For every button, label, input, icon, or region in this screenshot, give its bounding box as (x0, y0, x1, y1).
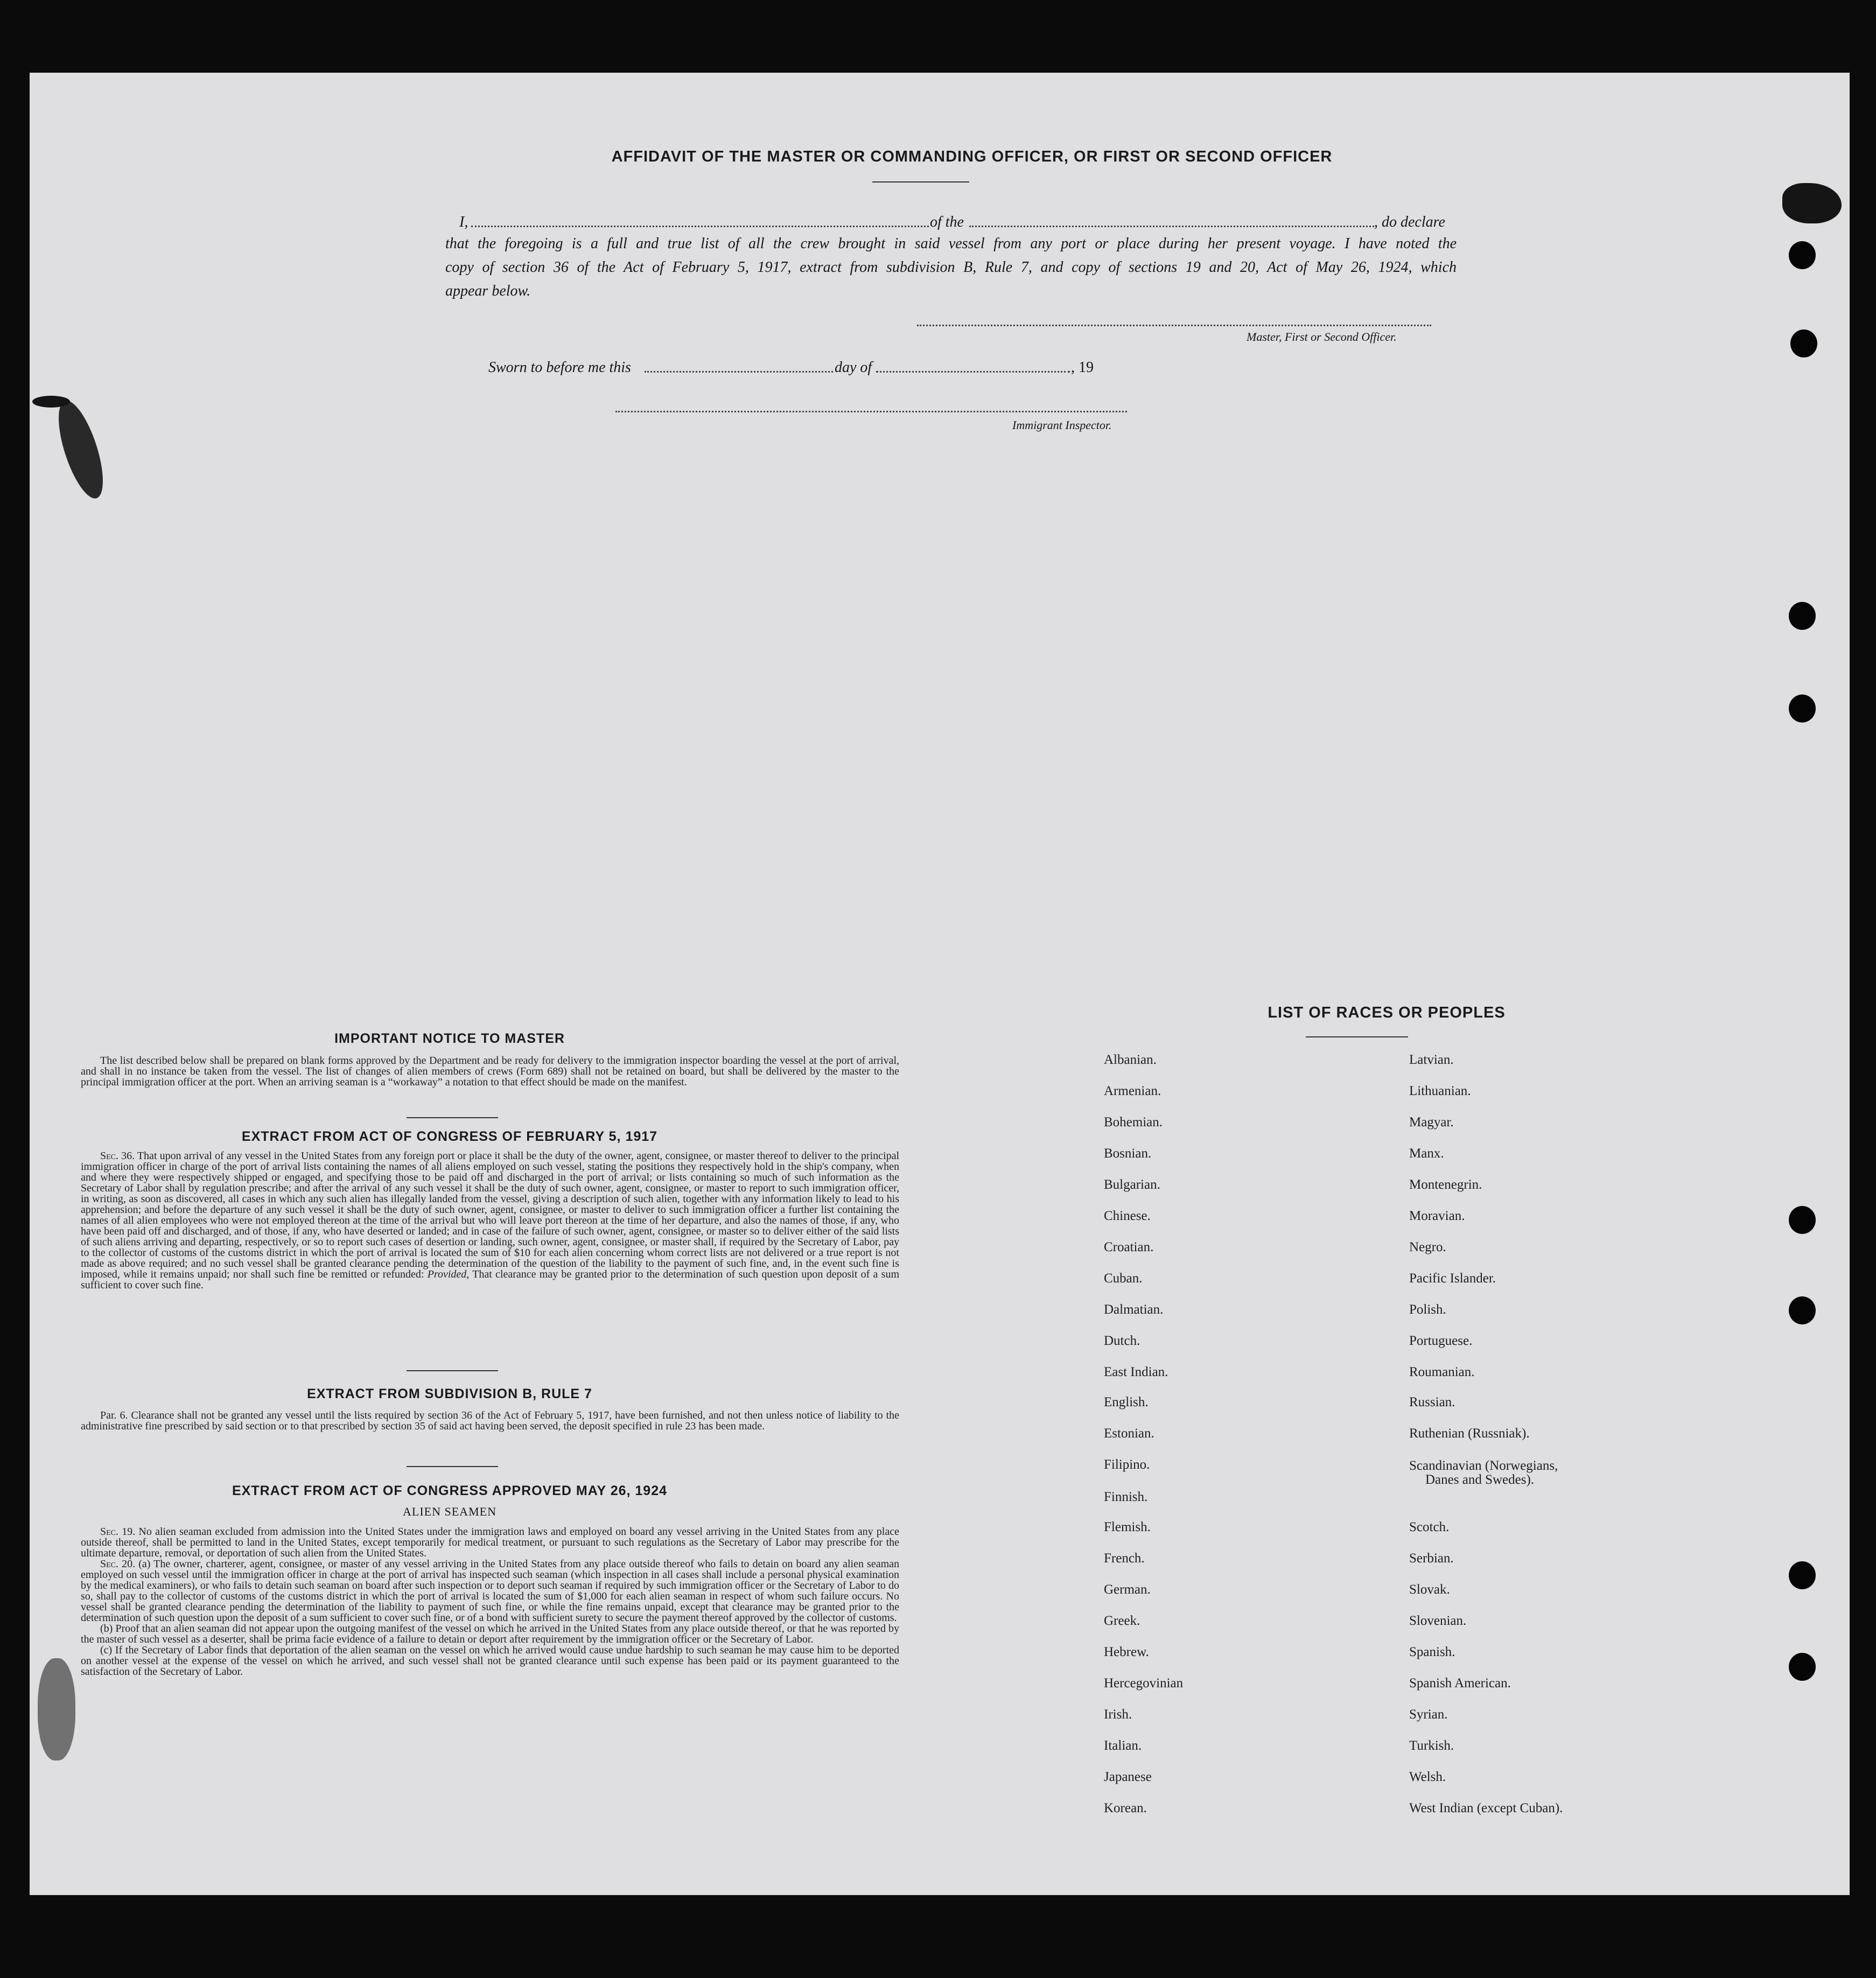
race-item: Bohemian. (1104, 1115, 1163, 1130)
race-item: Bulgarian. (1104, 1177, 1160, 1192)
notice-text: The list described below shall be prepared on blank forms approved by the Department and be ready for delivery to the immigration inspector boarding the vessel at the port of arrival, and shall in no instance be taken from the vessel. The list of changes of alien members of crews (Form 689) shall not be retained on board, but shall be delivered by the master to the principal immigration officer at the port. When an arriving seaman is a “workaway” a notation to that effect should be made on the manifest. (81, 1055, 899, 1088)
race-item: Slovenian. (1409, 1614, 1467, 1628)
race-item: Latvian. (1409, 1053, 1454, 1067)
master-signature-line[interactable] (917, 320, 1431, 326)
declarant-prefix: I, (459, 214, 468, 230)
declare-label: , do declare (1374, 214, 1445, 230)
race-item: Hebrew. (1104, 1645, 1149, 1659)
inspector-label: Immigrant Inspector. (1012, 418, 1112, 432)
race-item: Scandinavian (Norwegians, (1409, 1458, 1558, 1473)
day-of-label: day of (835, 359, 872, 376)
sec-19-text: No alien seaman excluded from admission into the United States under the immigration laws and employed on board any vessel arriving in the United States from any place outside thereof, shall be permitted to land in the United States, except temporarily for medical treatment, or pursuant to such regulations as the Secretary of Labor may prescribe for the ultimate departure, removal, or deportation of such alien from the United States. (81, 1526, 899, 1559)
of-the-label: of the (930, 214, 964, 230)
race-item: Spanish. (1409, 1645, 1455, 1659)
race-item: Lithuanian. (1409, 1084, 1471, 1098)
ink-smudge (32, 396, 70, 408)
section-rule-1 (407, 1117, 498, 1118)
extract-1924-title: EXTRACT FROM ACT OF CONGRESS APPROVED MAY 26, 1924 (232, 1483, 668, 1498)
section-rule-3 (407, 1466, 498, 1467)
race-item: Scotch. (1409, 1520, 1450, 1534)
race-item: Cuban. (1104, 1271, 1143, 1286)
race-item: Portuguese. (1409, 1334, 1473, 1348)
race-item: German. (1104, 1582, 1151, 1597)
sec-20b-text: (b) Proof that an alien seaman did not appear upon the outgoing manifest of the vessel on which he arrived in the United States from any place outside thereof, or that he was reported by the master of such vessel as a deserter, shall be prima facie evidence of a failure to detain or deport after requirement by the immigration officer or the Secretary of Labor. (81, 1623, 899, 1645)
race-item: Polish. (1409, 1302, 1446, 1317)
binder-hole (1789, 241, 1816, 269)
alien-seamen-subtitle: ALIEN SEAMEN (403, 1505, 496, 1518)
master-label: Master, First or Second Officer. (1247, 330, 1397, 343)
race-item: Estonian. (1104, 1426, 1154, 1441)
race-item: Magyar. (1409, 1115, 1454, 1130)
race-item: Ruthenian (Russniak). (1409, 1426, 1530, 1441)
provided-word: Provided, (427, 1268, 470, 1280)
race-item: Dutch. (1104, 1334, 1140, 1348)
extract-rule7-title: EXTRACT FROM SUBDIVISION B, RULE 7 (307, 1386, 592, 1401)
race-item: Pacific Islander. (1409, 1271, 1496, 1286)
race-item: East Indian. (1104, 1365, 1168, 1379)
race-item: Serbian. (1409, 1551, 1454, 1566)
race-item: Roumanian. (1409, 1365, 1475, 1379)
title-rule (872, 181, 969, 183)
race-item: Negro. (1409, 1240, 1446, 1254)
race-item: Greek. (1104, 1614, 1140, 1628)
race-item: Filipino. (1104, 1457, 1150, 1472)
race-item: English. (1104, 1395, 1149, 1409)
race-item: Hercegovinian (1104, 1676, 1184, 1691)
section-rule-2 (407, 1370, 498, 1371)
race-item: Bosnian. (1104, 1146, 1152, 1161)
form-page (30, 73, 1850, 1895)
race-item: Irish. (1104, 1707, 1132, 1722)
race-item: Armenian. (1104, 1084, 1161, 1098)
race-item: Croatian. (1104, 1240, 1154, 1254)
binder-hole (1790, 329, 1817, 357)
race-item: Welsh. (1409, 1770, 1446, 1784)
race-item: Syrian. (1409, 1707, 1448, 1722)
binder-hole (1789, 1561, 1816, 1589)
race-item: Slovak. (1409, 1582, 1450, 1597)
affidavit-title: AFFIDAVIT OF THE MASTER OR COMMANDING OFFICER, OR FIRST OR SECOND OFFICER (611, 148, 1333, 165)
notice-title: IMPORTANT NOTICE TO MASTER (334, 1031, 565, 1046)
race-item: Chinese. (1104, 1209, 1151, 1223)
race-item: Finnish. (1104, 1490, 1148, 1504)
race-item: Flemish. (1104, 1520, 1151, 1534)
ink-smudge (38, 1658, 75, 1760)
sec-20-label: Sec. 20. (100, 1558, 136, 1570)
declarant-name-line[interactable] (471, 216, 929, 227)
sec-36-label: Sec. 36. (100, 1150, 135, 1162)
sworn-label: Sworn to before me this (488, 359, 631, 376)
affidavit-line-2: that the foregoing is a full and true list of all the crew brought in said vessel from any port or place during her present voyage. I have noted the (445, 235, 1457, 252)
sec-20c-text: (c) If the Secretary of Labor finds that deportation of the alien seaman on the vessel on which he arrived would cause undue hardship to such seaman he may cause him to be deported on another vessel at the expense of the vessel on which he arrived, and such vessel shall not be granted clearance until such expense has been paid or its payment guaranteed to the satisfaction of the Secretary of Labor. (81, 1644, 899, 1678)
binder-hole (1789, 602, 1816, 630)
sec-20a-text: (a) The owner, charterer, agent, consignee, or master of any vessel arriving in the United States from any place outside thereof who fails to detain on board any alien seaman employed on such vessel until the immigration officer in charge at the port of arrival has inspected such seaman (which inspection in all cases shall include a personal physical examination by the medical examiners), or who fails to detain such seaman on board after such inspection or to deport such seaman if required by such immigration officer or the Secretary of Labor to do so, shall pay to the collector of customs of the customs district in which the port of arrival is located the sum of $1,000 for each alien seaman in respect of whom such failure occurs. No vessel shall be granted clearance pending the determination of the liability to payment of such fine, or while the fine remains unpaid, except that clearance may be granted prior to the determination of such question upon the deposit of a sum sufficient to cover such fine, or of a bond with sufficient surety to secure the payment thereof approved by the collector of customs. (81, 1558, 900, 1624)
race-item: Spanish American. (1409, 1676, 1511, 1691)
race-item: Dalmatian. (1104, 1302, 1164, 1317)
race-item: Russian. (1409, 1395, 1455, 1409)
race-item: West Indian (except Cuban). (1409, 1801, 1563, 1815)
affidavit-line-4: appear below. (445, 283, 531, 299)
extract-rule7-body (81, 1410, 899, 1432)
sec-36-text-end: That clearance may be granted prior to the determination of such question upon deposit of a sum sufficient to cover such fine. (81, 1268, 899, 1291)
inspector-signature-line[interactable] (615, 406, 1127, 412)
races-rule (1306, 1036, 1408, 1037)
race-item: Italian. (1104, 1738, 1142, 1753)
race-item: Danes and Swedes). (1425, 1472, 1535, 1487)
race-item: Montenegrin. (1409, 1177, 1482, 1192)
race-item: French. (1104, 1551, 1145, 1566)
race-item: Moravian. (1409, 1209, 1465, 1223)
race-item: Japanese (1104, 1770, 1152, 1784)
sec-36-text: That upon arrival of any vessel in the United States from any foreign port or place it shall be the duty of the owner, agent, consignee, or master thereof to deliver to the principal immigration officer in charge of the port of arrival lists containing the names of all aliens employed on such vessel, stating the positions they respectively hold in the ship's company, when and where they were respectively shipped or engaged, and specifying those to be paid off and discharged in the port of arrival; or lists containing so much of such information as the Secretary of Labor shall by regulation prescribe; and after the arrival of any such vessel it shall be the duty of such owner, agent, consignee, or master to report to such immigration officer, in writing, as soon as discovered, all cases in which any such alien has illegally landed from the vessel, giving a description of such alien, together with any information likely to lead to his apprehension; and before the departure of any such vessel it shall be the duty of such owner, agent, consignee, or master to deliver to such immigration officer a further list containing the names of all alien employees who were not employed thereon at the time of the arrival but who will leave port thereon at the time of her departure, and also the names of those, if any, who have been paid off and discharged, and of those, if any, who have deserted or landed; and in case of the failure of such owner, agent, consignee, or master so to deliver either of the said lists of such aliens arriving and departing, respectively, or so to report such cases of desertion or landing, such owner, agent, consignee, or master shall, if required by the Secretary of Labor, pay to the collector of customs of the customs district in which the port of arrival is located the sum of $10 for each alien concerning whom correct lists are not delivered or a true report is not made as above required; and no such vessel shall be granted clearance pending the determination of the question of the liability to the payment of such fine, and, in the event such fine is imposed, while it remains unpaid; nor shall such fine be remitted or refunded: (81, 1150, 899, 1280)
races-title: LIST OF RACES OR PEOPLES (1268, 1004, 1506, 1021)
sec-19-label: Sec. 19. (100, 1526, 136, 1538)
race-item: Manx. (1409, 1146, 1444, 1161)
vessel-name-line[interactable] (969, 216, 1374, 227)
extract-1924-body (81, 1526, 899, 1677)
year-label: , 19 (1071, 359, 1094, 376)
race-item: Korean. (1104, 1801, 1147, 1815)
binder-hole (1789, 1296, 1816, 1324)
sworn-month-line[interactable] (876, 361, 1070, 373)
binder-hole (1789, 1653, 1816, 1681)
binder-hole (1789, 1206, 1816, 1234)
race-item: Albanian. (1104, 1053, 1157, 1067)
race-item: Turkish. (1409, 1738, 1454, 1753)
affidavit-line-3: copy of section 36 of the Act of February 5, 1917, extract from subdivision B, Rule 7, and copy of sections 19 and 20, Act of May 26, 1924, which (445, 259, 1457, 276)
notice-body (81, 1055, 899, 1088)
extract-1917-title: EXTRACT FROM ACT OF CONGRESS OF FEBRUARY 5, 1917 (241, 1129, 658, 1144)
binder-hole (1789, 695, 1816, 723)
sworn-day-line[interactable] (645, 361, 833, 373)
rule7-text: Par. 6. Clearance shall not be granted any vessel until the lists required by section 36 of the Act of February 5, 1917, have been furnished, and not then unless notice of liability to the administrative fine prescribed by said section or to that prescribed by section 35 of said act having been served, the deposit specified in rule 23 has been made. (81, 1409, 899, 1432)
extract-1917-body (81, 1151, 899, 1290)
